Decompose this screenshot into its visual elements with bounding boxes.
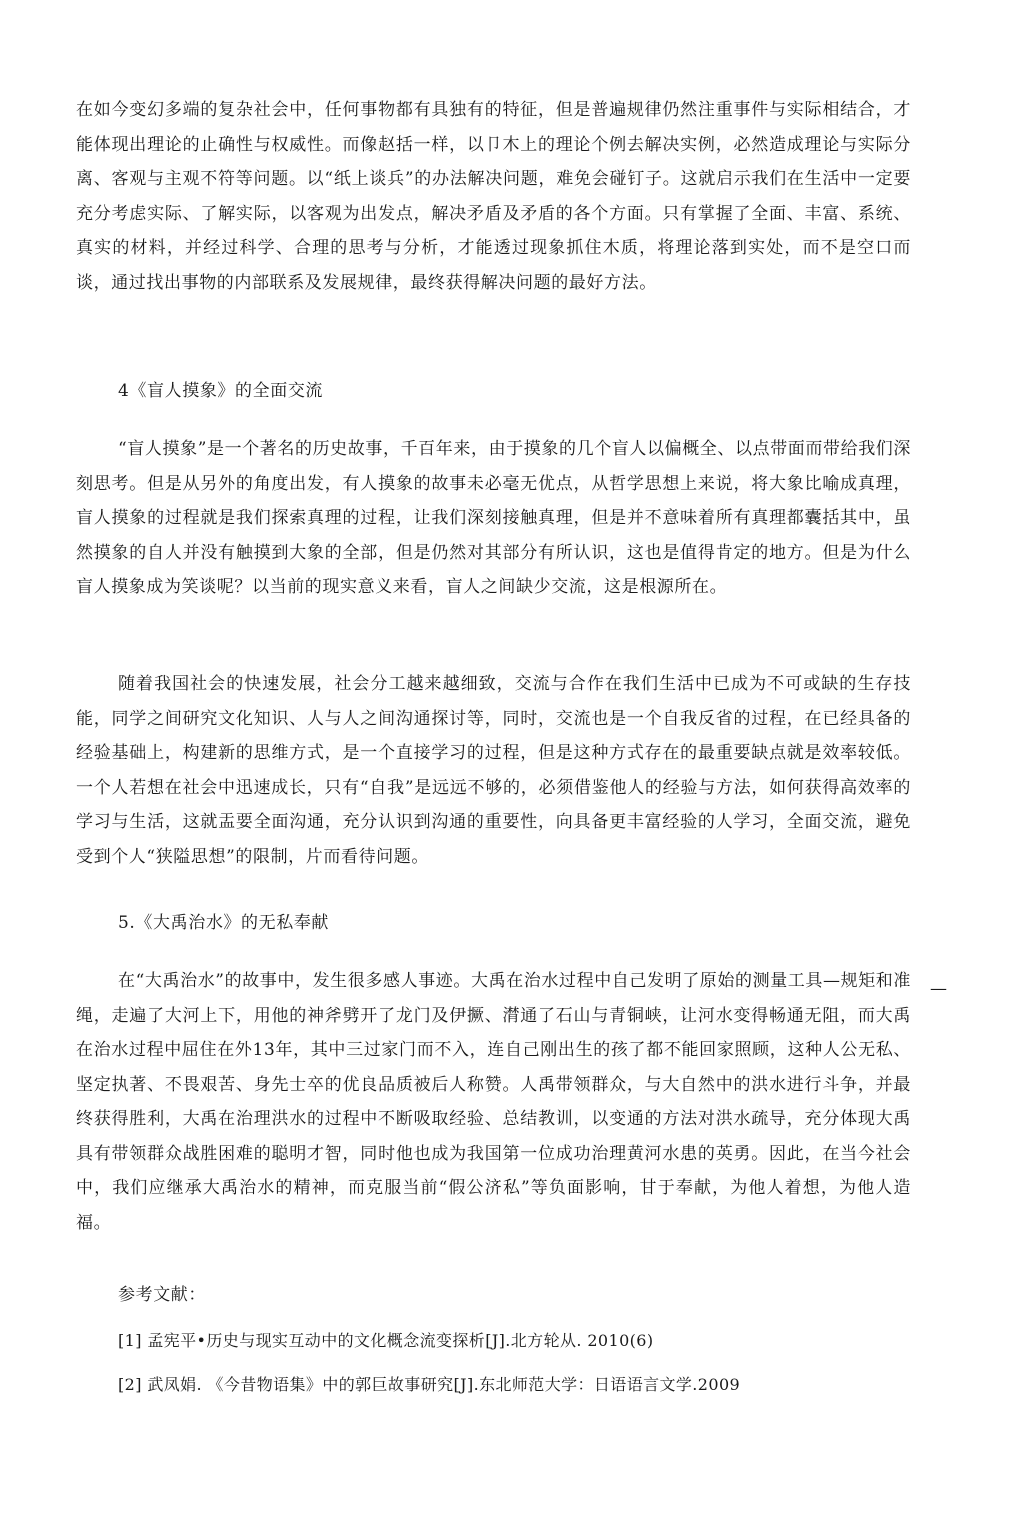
reference-item-1: [1] 孟宪平•历史与现实互动中的文化概念流变探析[J].北方轮从. 2010(6) (118, 1331, 654, 1350)
margin-dash: — (930, 979, 947, 999)
reference-item-2: [2] 武凤娟. 《今昔物语集》中的郭巨故事研究[J].东北师范大学：日语语言文学.2009 (118, 1375, 741, 1394)
references-heading: 参考文献： (118, 1285, 206, 1305)
section-4-paragraph-1: “盲人摸象”是一个著名的历史故事，千百年来，由于摸象的几个盲人以偏概全、以点带面而带给我们深刻思考。但是从另外的角度出发，有人摸象的故事未必毫无优点，从哲学思想上来说，将大象比喻成真理，盲人摸象的过程就是我们探索真理的过程，让我们深刻接触真理，但是并不意味着所有真理都囊括其中，虽然摸象的自人并没有触摸到大象的全部，但是仍然对其部分有所认识，这也是值得肯定的地方。但是为什么盲人摸象成为笑谈呢？以当前的现实意义来看，盲人之间缺少交流，这是根源所在。 (76, 439, 911, 597)
section-5-paragraph-1: 在“大禹治水”的故事中，发生很多感人事迹。大禹在治水过程中自己发明了原始的测量工具—规矩和准绳，走遍了大河上下，用他的神斧劈开了龙门及伊撅、潸通了石山与青铜峡，让河水变得畅通无阻，而大禹在治水过程中屈住在外13年，其中三过家门而不入，连自己刚出生的孩了都不能回家照顾，这种人公无私、坚定执著、不畏艰苦、身先士卒的优良品质被后人称赞。人禹带领群众，与大自然中的洪水进行斗争，并最终获得胜利，大禹在治理洪水的过程中不断吸取经验、总结教训，以变通的方法对洪水疏导，充分体现大禹具有带领群众战胜困难的聪明才智，同时他也成为我国第一位成功治理黄河水患的英勇。因此，在当今社会中，我们应继承大禹治水的精神，而克服当前“假公济私”等负面影响，甘于奉献，为他人着想，为他人造福。 (76, 971, 911, 1233)
section-4-heading: 4《盲人摸象》的全面交流 (118, 381, 324, 401)
intro-paragraph: 在如今变幻多端的复杂社会中，任何事物都有具独有的特征，但是普遍规律仍然注重事件与实际相结合，才能体现出理论的止确性与权威性。而像赵括一样，以卩木上的理论个例去解决实例，必然造成理论与实际分离、客观与主观不符等问题。以“纸上谈兵”的办法解决问题，难免会碰钉子。这就启示我们在生活中一定要充分考虑实际、了解实际，以客观为出发点，解决矛盾及矛盾的各个方面。只有掌握了全面、丰富、系统、真实的材料，并经过科学、合理的思考与分析，才能透过现象抓住木质，将理论落到实处，而不是空口而谈，通过找出事物的内部联系及发展规律，最终获得解决问题的最好方法。 (76, 100, 911, 293)
section-4-paragraph-2: 随着我国社会的快速发展，社会分工越来越细致，交流与合作在我们生活中已成为不可或缺的生存技能，同学之间研究文化知识、人与人之间沟通探讨等，同时，交流也是一个自我反省的过程，在已经具备的经验基础上，构建新的思维方式，是一个直接学习的过程，但是这种方式存在的最重要缺点就是效率较低。一个人若想在社会中迅速成长，只有“自我”是远远不够的，必须借鉴他人的经验与方法，如何获得高效率的学习与生活，这就盂要全面沟通，充分认识到沟通的重要性，向具备更丰富经验的人学习，全面交流，避免受到个人“狭隘思想”的限制，片而看待问题。 (76, 674, 911, 867)
section-5-heading: 5.《大禹治水》的无私奉献 (118, 913, 330, 933)
